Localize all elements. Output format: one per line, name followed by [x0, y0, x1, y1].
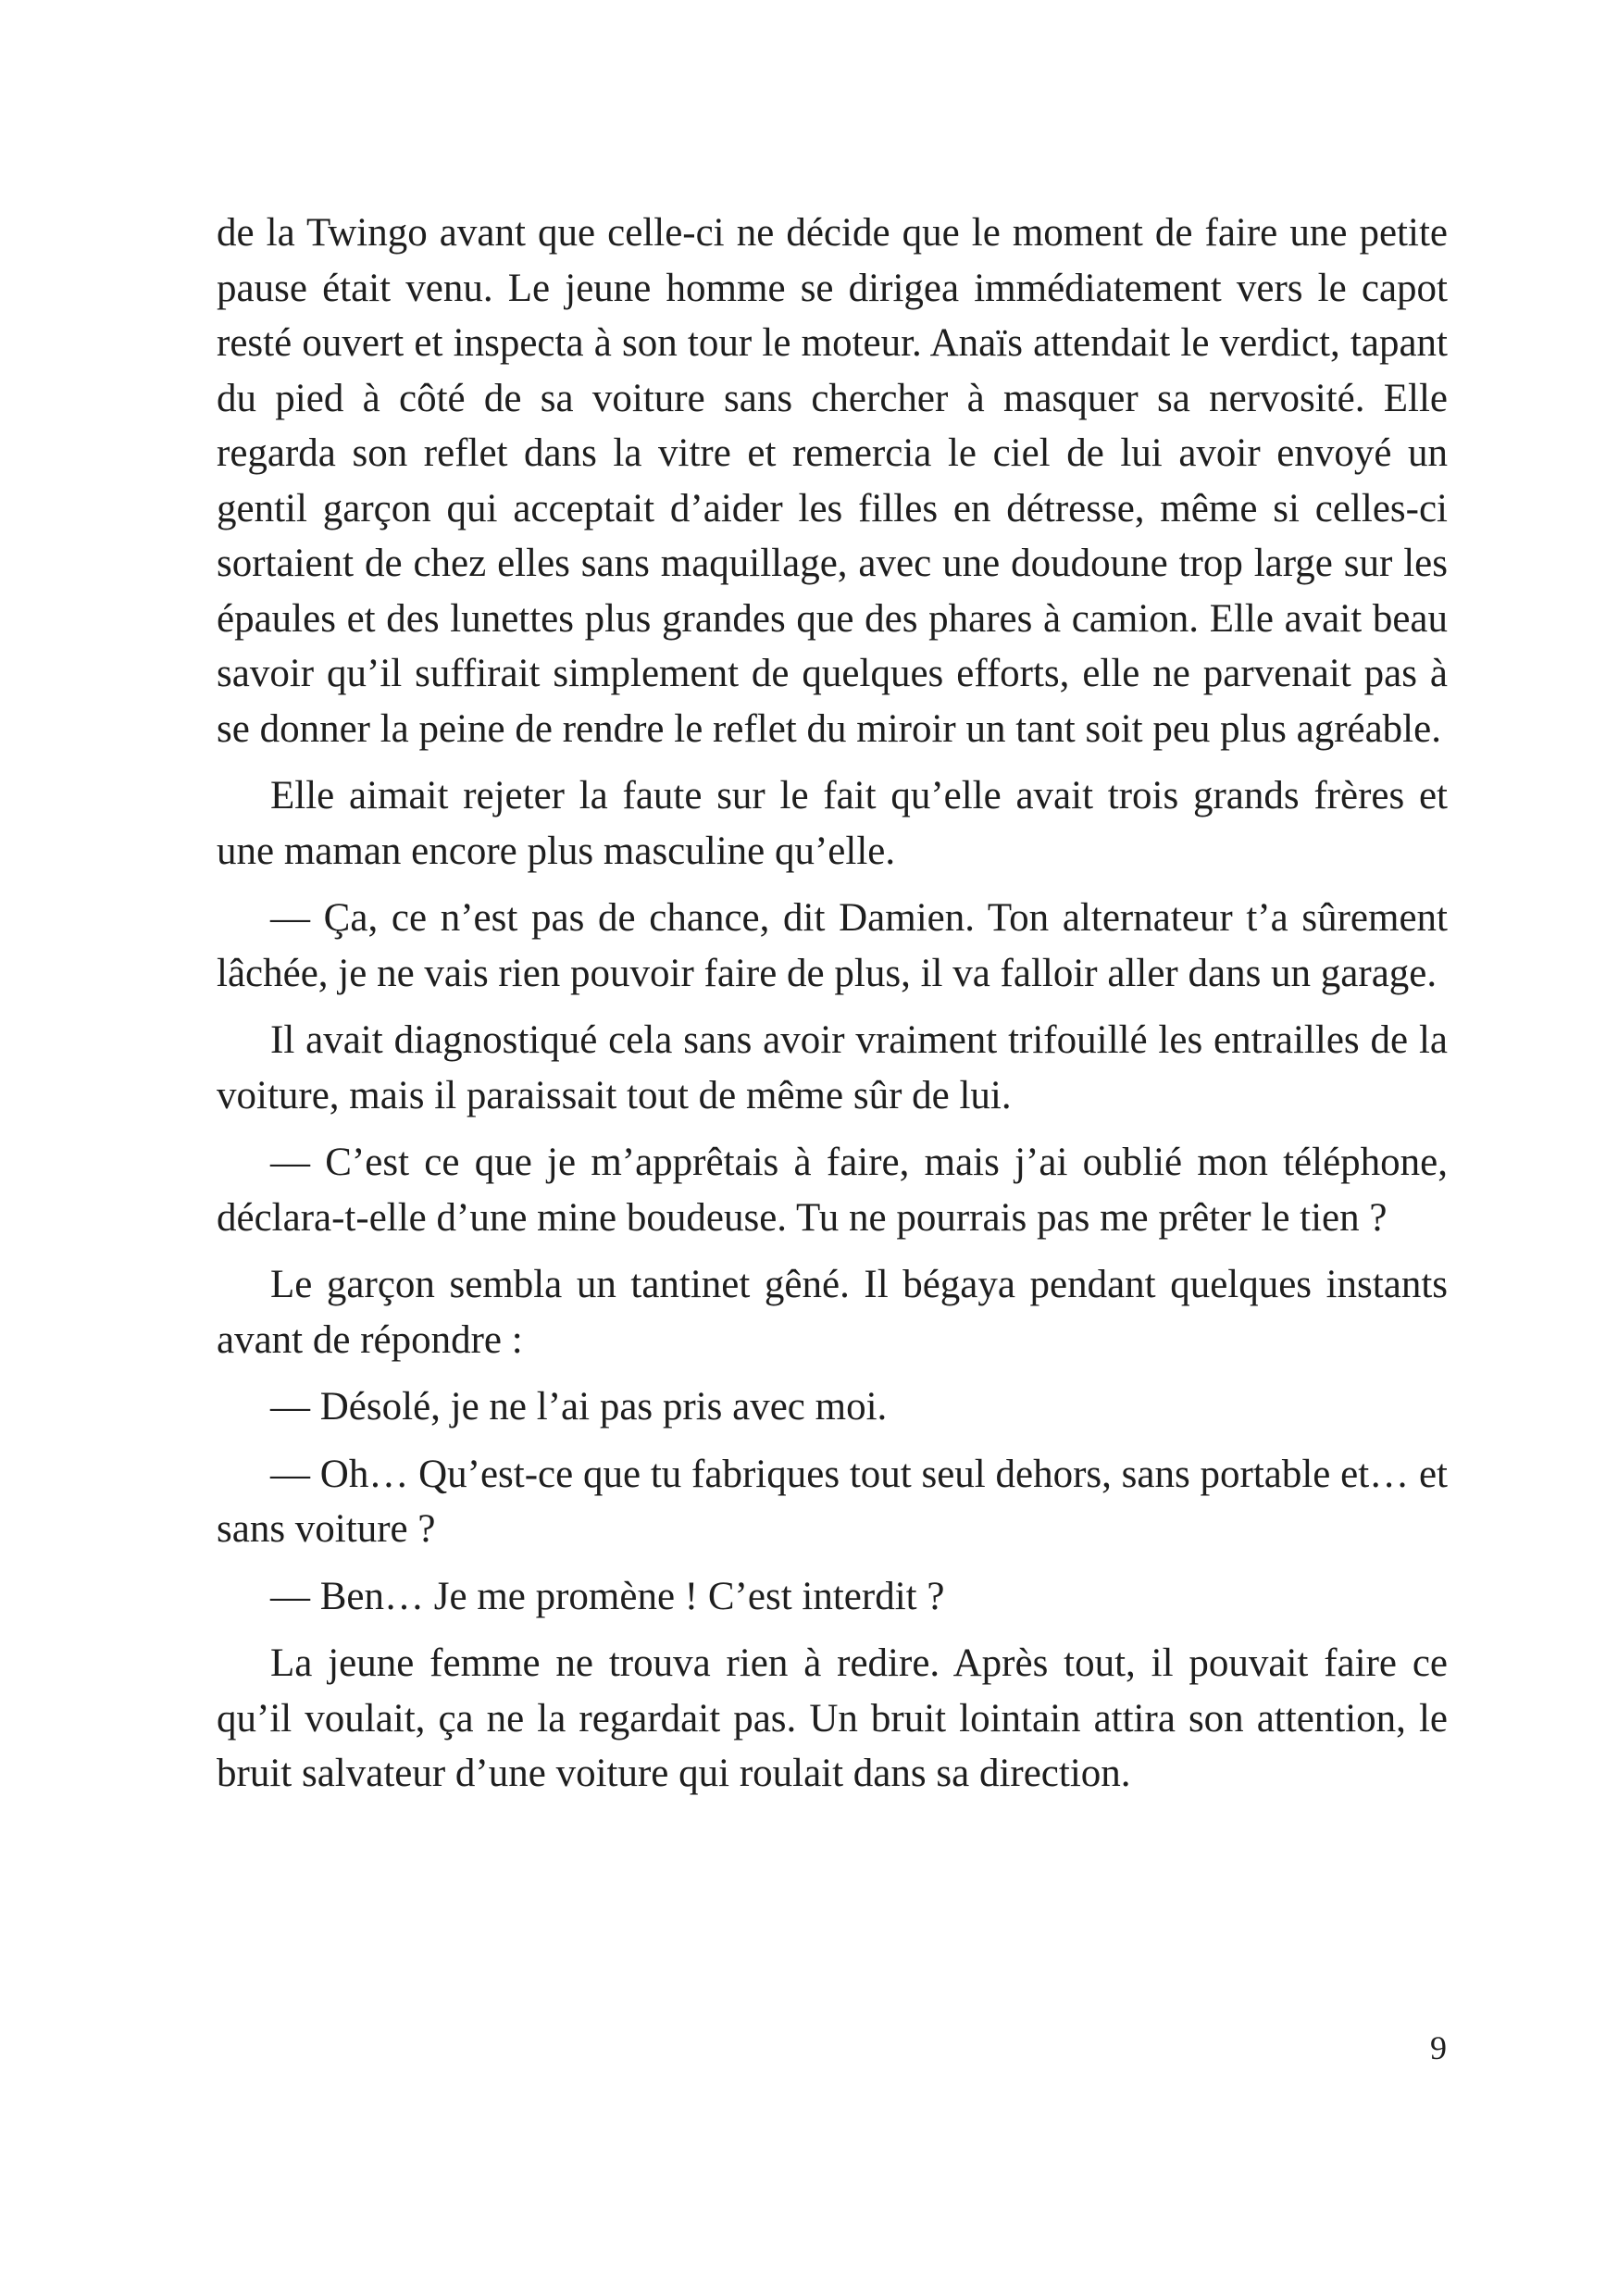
paragraph-6: Le garçon sembla un tantinet gêné. Il bégaya pendant quelques instants avant de répondre :: [217, 1263, 1448, 1362]
body-text: [217, 206, 1448, 1814]
paragraph-1: de la Twingo avant que celle-ci ne décide que le moment de faire une petite pause était venu. Le jeune homme se dirigea immédiatement vers le capot resté ouvert et inspecta à son tour le moteur. Anaïs attendait le verdict, tapant du pied à côté de sa voiture sans chercher à masquer sa nervosité. Elle regarda son reflet dans la vitre et remercia le ciel de lui avoir envoyé un gentil garçon qui acceptait d’aider les filles en détresse, même si celles-ci sortaient de chez elles sans maquillage, avec une doudoune trop large sur les épaules et des lunettes plus grandes que des phares à camion. Elle avait beau savoir qu’il suffirait simplement de quelques efforts, elle ne parvenait pas à se donner la peine de rendre le reflet du miroir un tant soit peu plus agréable.: [217, 211, 1448, 751]
paragraph-3: — Ça, ce n’est pas de chance, dit Damien. Ton alternateur t’a sûrement lâchée, je ne vais rien pouvoir faire de plus, il va falloir aller dans un garage.: [217, 896, 1448, 995]
paragraph-4: Il avait diagnostiqué cela sans avoir vraiment trifouillé les entrailles de la voiture, mais il paraissait tout de même sûr de lui.: [217, 1018, 1448, 1117]
paragraph-7: — Désolé, je ne l’ai pas pris avec moi.: [270, 1385, 888, 1429]
paragraph-9: — Ben… Je me promène ! C’est interdit ?: [270, 1574, 945, 1618]
page-number: 9: [1430, 2029, 1447, 2066]
paragraph-2: Elle aimait rejeter la faute sur le fait qu’elle avait trois grands frères et une maman encore plus masculine qu’elle.: [217, 774, 1448, 873]
paragraph-5: — C’est ce que je m’apprêtais à faire, mais j’ai oublié mon téléphone, déclara-t-elle d’une mine boudeuse. Tu ne pourrais pas me prêter le tien ?: [217, 1141, 1448, 1240]
paragraph-10: La jeune femme ne trouva rien à redire. Après tout, il pouvait faire ce qu’il voulait, ça ne la regardait pas. Un bruit lointain attira son attention, le bruit salvateur d’une voiture qui roulait dans sa direction.: [217, 1641, 1448, 1795]
paragraph-8: — Oh… Qu’est-ce que tu fabriques tout seul dehors, sans portable et… et sans voiture ?: [217, 1452, 1448, 1551]
